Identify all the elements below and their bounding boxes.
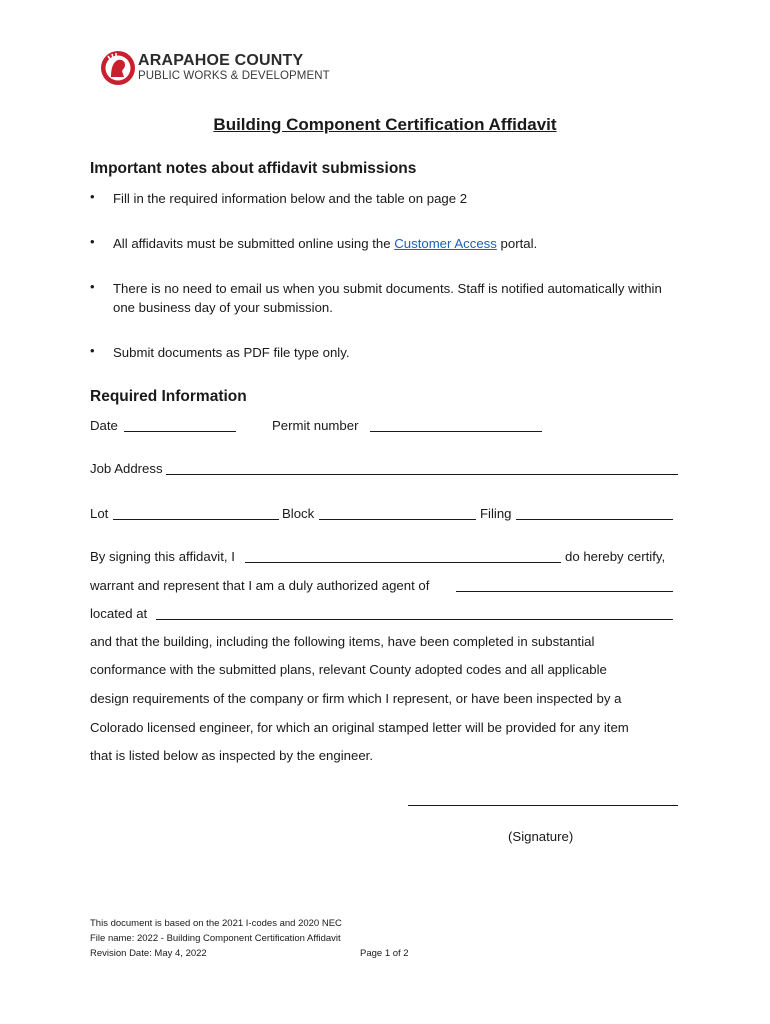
located-at-label: located at	[90, 606, 148, 621]
footer-revision-date: Revision Date: May 4, 2022	[90, 948, 207, 959]
signing-prefix: By signing this affidavit, I	[90, 549, 235, 564]
bullet-icon: •	[90, 343, 95, 358]
required-heading: Required Information	[90, 388, 247, 405]
block-field[interactable]	[319, 519, 476, 520]
note-item: There is no need to email us when you submit documents. Staff is notified automatically within one business day of your submission.	[113, 281, 662, 315]
permit-number-label: Permit number	[272, 418, 359, 433]
block-label: Block	[282, 506, 315, 521]
notes-heading: Important notes about affidavit submissions	[90, 160, 417, 177]
certification-paragraph-line: conformance with the submitted plans, relevant County adopted codes and all applicable	[90, 662, 607, 677]
bullet-icon: •	[90, 234, 95, 249]
date-field[interactable]	[124, 431, 236, 432]
date-label: Date	[90, 418, 118, 433]
page-number: Page 1 of 2	[360, 948, 409, 959]
bullet-icon: •	[90, 189, 95, 204]
note-portal-after: portal.	[496, 236, 538, 251]
bullet-icon: •	[90, 279, 95, 294]
company-field[interactable]	[456, 591, 673, 592]
filing-field[interactable]	[516, 519, 673, 520]
agent-text: warrant and represent that I am a duly authorized agent of	[90, 578, 430, 593]
signature-field[interactable]	[408, 805, 678, 806]
permit-number-field[interactable]	[370, 431, 542, 432]
document-title: Building Component Certification Affidavit	[213, 115, 557, 134]
org-name: ARAPAHOE COUNTY	[138, 52, 304, 69]
certification-paragraph-line: and that the building, including the following items, have been completed in substantial	[90, 634, 595, 649]
note-item-portal	[113, 234, 673, 253]
location-field[interactable]	[156, 619, 673, 620]
footer-filename: File name: 2022 - Building Component Certification Affidavit	[90, 933, 341, 944]
lot-field[interactable]	[113, 519, 279, 520]
certifier-name-field[interactable]	[245, 562, 561, 563]
job-address-field[interactable]	[166, 474, 678, 475]
signing-suffix: do hereby certify,	[565, 549, 666, 564]
filing-label: Filing	[480, 506, 512, 521]
customer-access-link[interactable]: Customer Access	[394, 236, 497, 251]
note-item: Fill in the required information below and the table on page 2	[113, 191, 468, 206]
arapahoe-seal-icon	[100, 50, 136, 86]
org-subtitle: PUBLIC WORKS & DEVELOPMENT	[138, 70, 330, 82]
note-item: Submit documents as PDF file type only.	[113, 345, 350, 360]
footer-codes: This document is based on the 2021 I-codes and 2020 NEC	[90, 918, 342, 929]
certification-paragraph-line: Colorado licensed engineer, for which an original stamped letter will be provided for any item	[90, 720, 629, 735]
job-address-label: Job Address	[90, 461, 163, 476]
signature-label: (Signature)	[508, 829, 574, 844]
lot-label: Lot	[90, 506, 109, 521]
certification-paragraph-line: design requirements of the company or firm which I represent, or have been inspected by a	[90, 691, 622, 706]
note-portal-before: All affidavits must be submitted online using the	[113, 236, 395, 251]
certification-paragraph-line: that is listed below as inspected by the engineer.	[90, 748, 373, 763]
